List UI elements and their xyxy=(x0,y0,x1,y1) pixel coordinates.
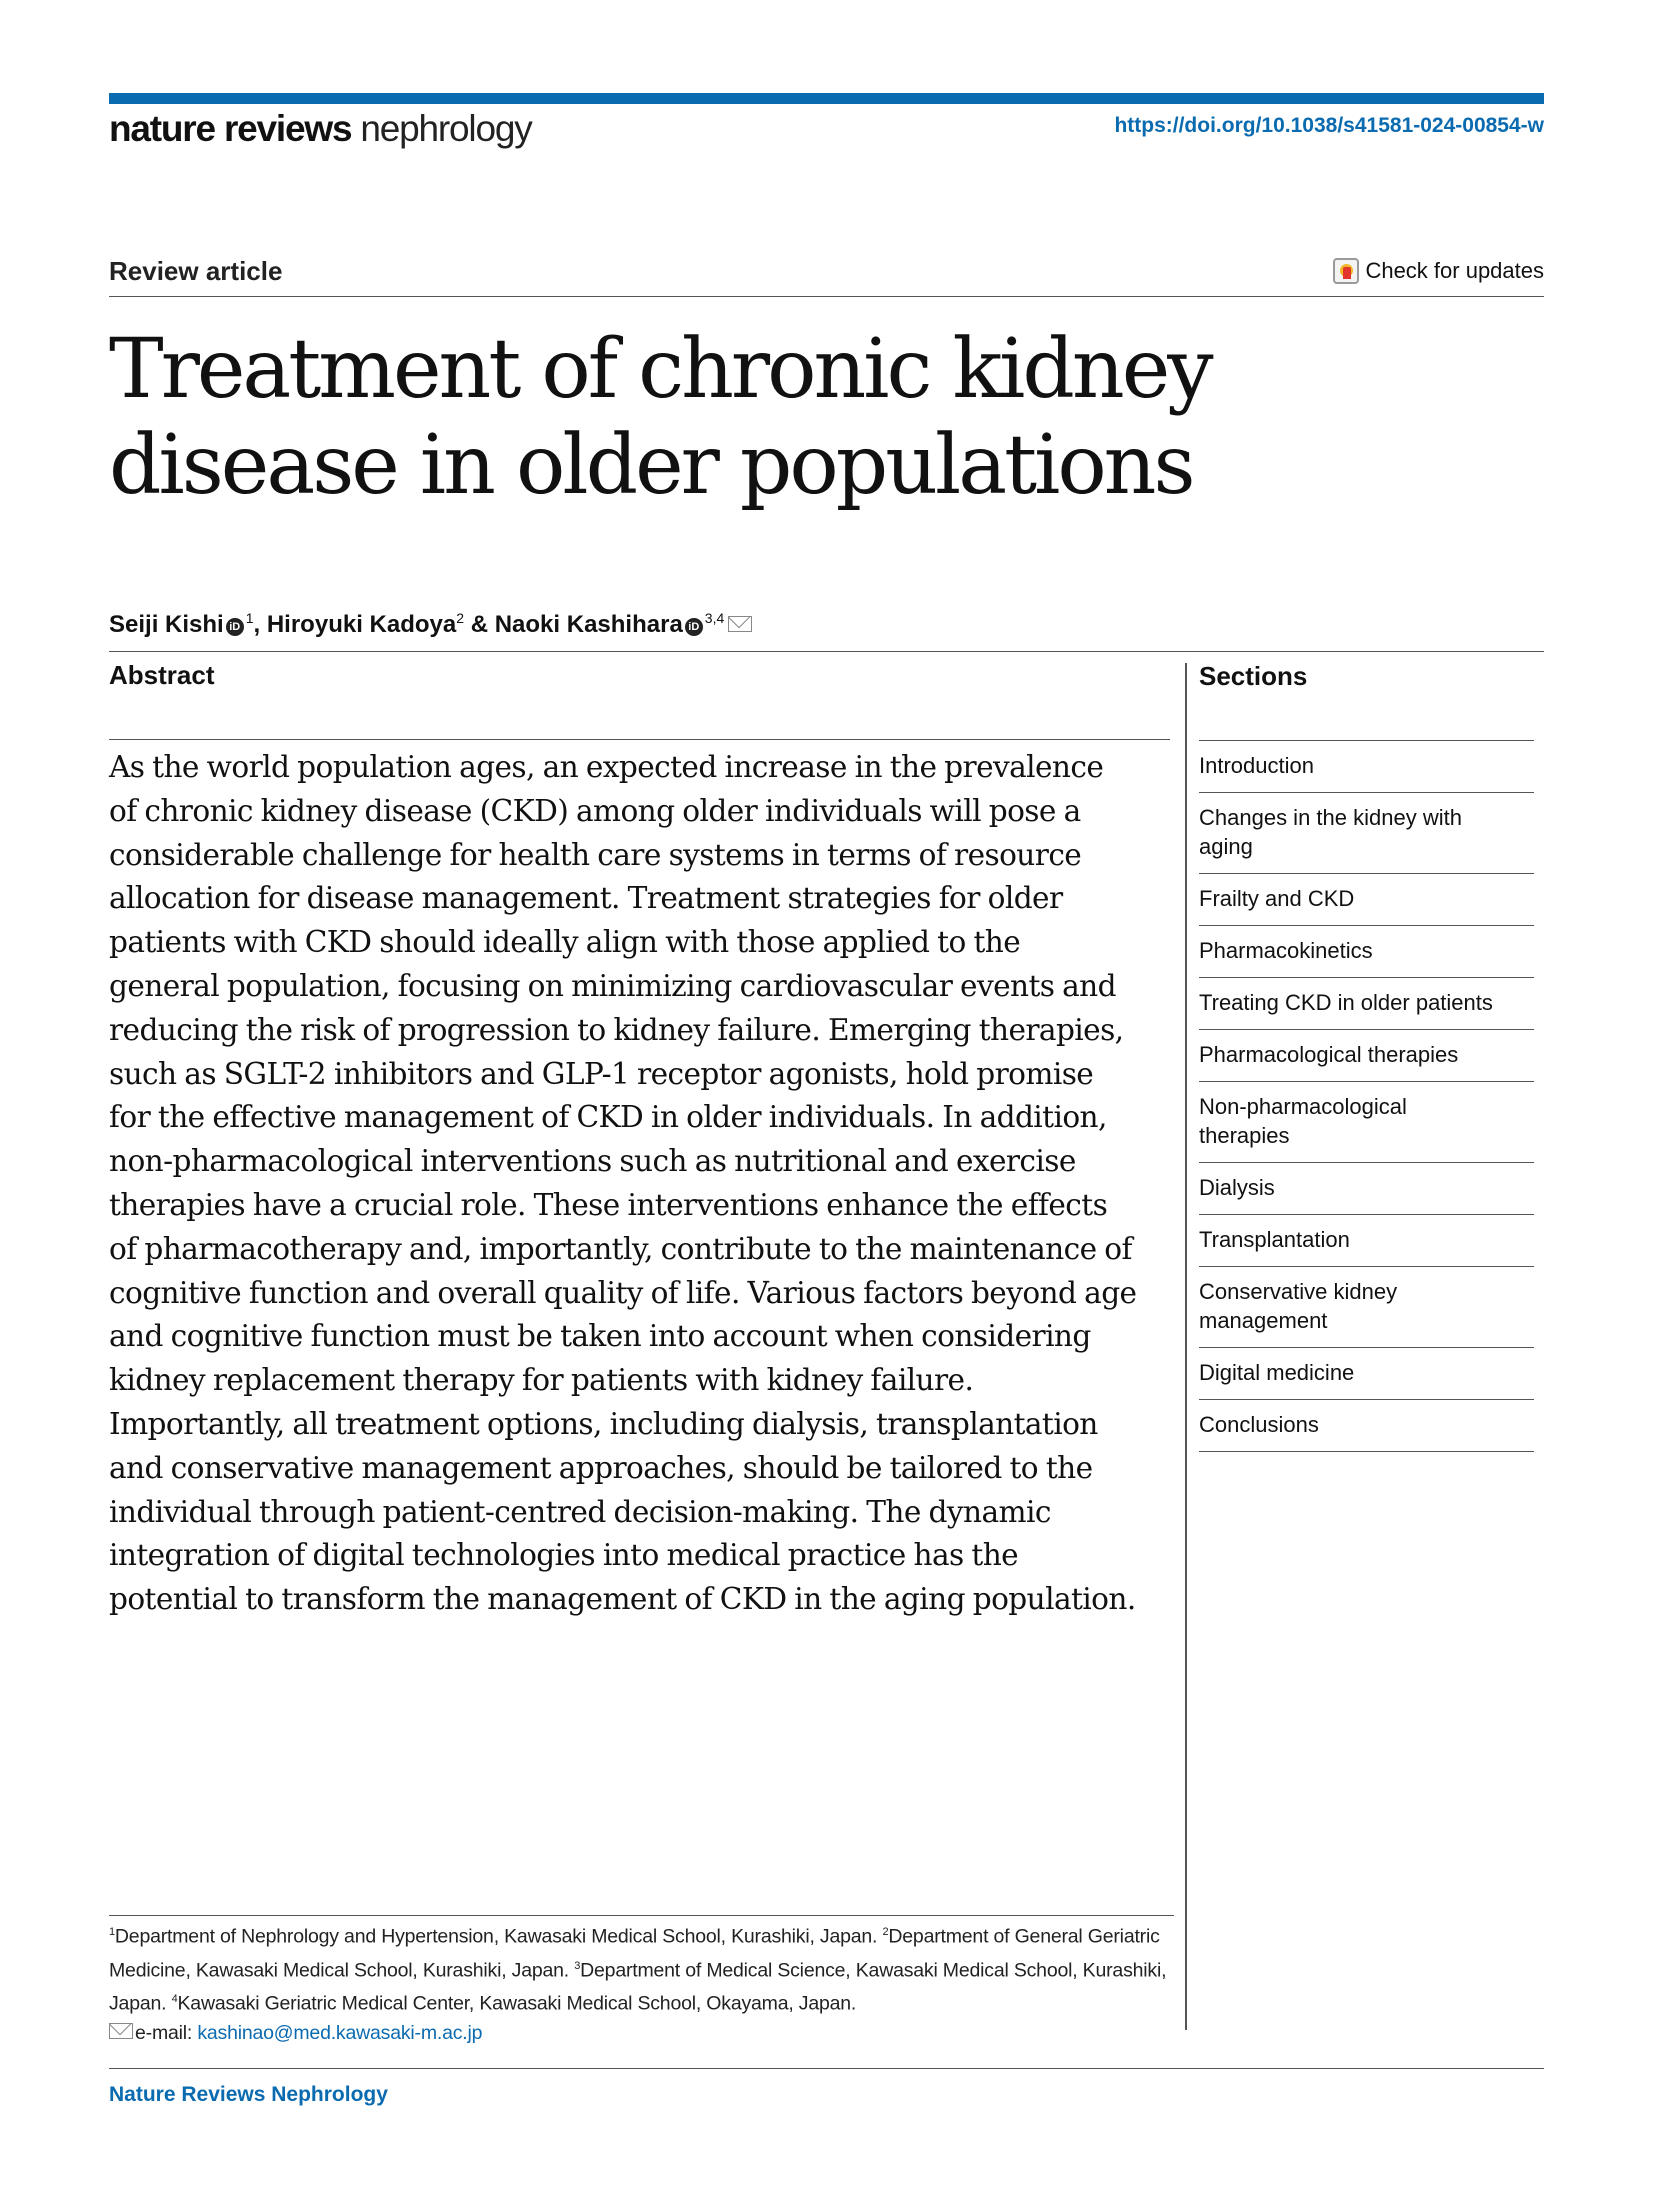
abstract-line: of chronic kidney disease (CKD) among older individuals will pose a xyxy=(109,793,1081,828)
abstract-line: therapies have a crucial role. These interventions enhance the effects xyxy=(109,1187,1108,1222)
section-link-label: Digital medicine xyxy=(1199,1360,1355,1385)
abstract-line: and conservative management approaches, should be tailored to the xyxy=(109,1450,1093,1485)
journal-logo[interactable] xyxy=(109,108,532,150)
doi-link[interactable]: https://doi.org/10.1038/s41581-024-00854-w xyxy=(1114,114,1544,137)
logo-bold: nature reviews xyxy=(109,108,352,149)
abstract-line: considerable challenge for health care systems in terms of resource xyxy=(109,837,1082,872)
section-link[interactable] xyxy=(1199,1082,1534,1163)
sections-heading: Sections xyxy=(1199,661,1308,691)
section-link-label: therapies xyxy=(1199,1123,1290,1148)
abstract-line: non-pharmacological interventions such as nutritional and exercise xyxy=(109,1144,1076,1179)
author-affiliation: 2 xyxy=(456,610,465,626)
envelope-icon xyxy=(109,2023,133,2039)
section-link[interactable] xyxy=(1199,1348,1534,1400)
author-separator: & xyxy=(470,611,489,638)
logo-light: nephrology xyxy=(360,108,532,149)
section-link[interactable] xyxy=(1199,1163,1534,1215)
check-updates-label: Check for updates xyxy=(1365,258,1544,283)
affiliation-text: Department of Medical Science, Kawasaki Medical School, Kurashiki, Japan. xyxy=(109,1959,1167,2015)
section-link[interactable] xyxy=(1199,793,1534,874)
abstract-line: general population, focusing on minimizing cardiovascular events and xyxy=(109,968,1116,1003)
footer-divider xyxy=(109,2068,1544,2069)
section-link-label: Treating CKD in older patients xyxy=(1199,990,1493,1015)
article-title xyxy=(109,322,1409,514)
abstract-heading: Abstract xyxy=(109,660,215,690)
section-link-label: Transplantation xyxy=(1199,1227,1350,1252)
sections-nav xyxy=(1199,740,1534,1452)
check-updates-button[interactable] xyxy=(1333,258,1544,284)
abstract-line: allocation for disease management. Treatment strategies for older xyxy=(109,881,1063,916)
author-affiliation: 3,4 xyxy=(704,610,725,626)
abstract-line: for the effective management of CKD in older individuals. In addition, xyxy=(109,1100,1107,1135)
abstract-divider xyxy=(109,739,1170,740)
orcid-icon[interactable]: iD xyxy=(685,618,703,636)
author-separator: , xyxy=(253,611,261,638)
email-link[interactable]: kashinao@med.kawasaki-m.ac.jp xyxy=(197,2021,483,2044)
abstract-line: of pharmacotherapy and, importantly, contribute to the maintenance of xyxy=(109,1231,1132,1266)
column-divider xyxy=(1185,663,1187,2030)
article-type: Review article xyxy=(109,256,283,286)
top-accent-bar xyxy=(109,93,1544,104)
abstract-text xyxy=(109,746,1189,1622)
title-line: Treatment of chronic kidney xyxy=(109,322,1211,417)
affiliation-number: 2 xyxy=(882,1926,889,1938)
section-link-label: Frailty and CKD xyxy=(1199,886,1355,911)
section-link[interactable] xyxy=(1199,978,1534,1030)
section-link-label: aging xyxy=(1199,834,1253,859)
abstract-line: and cognitive function must be taken into account when considering xyxy=(109,1319,1091,1354)
section-link-label: Introduction xyxy=(1199,753,1314,778)
abstract-line: patients with CKD should ideally align with those applied to the xyxy=(109,925,1021,960)
section-link-label: Non-pharmacological xyxy=(1199,1094,1407,1119)
section-link[interactable] xyxy=(1199,874,1534,926)
header-divider xyxy=(109,296,1544,297)
abstract-line: potential to transform the management of CKD in the aging population. xyxy=(109,1582,1136,1617)
section-link-label: Pharmacological therapies xyxy=(1199,1042,1459,1067)
section-link-label: Changes in the kidney with xyxy=(1199,805,1462,830)
abstract-line: integration of digital technologies into medical practice has the xyxy=(109,1538,1019,1573)
affiliation-number: 4 xyxy=(171,1993,178,2005)
abstract-line: reducing the risk of progression to kidney failure. Emerging therapies, xyxy=(109,1012,1124,1047)
affiliation-number: 1 xyxy=(109,1926,115,1938)
abstract-line: As the world population ages, an expected increase in the prevalence xyxy=(109,750,1104,784)
abstract-line: Importantly, all treatment options, including dialysis, transplantation xyxy=(109,1406,1098,1441)
section-link[interactable] xyxy=(1199,741,1534,793)
affiliation-text: Department of Nephrology and Hypertension, Kawasaki Medical School, Kurashiki, Japan. xyxy=(114,1925,883,1948)
title-line: disease in older populations xyxy=(109,418,1193,513)
affiliations xyxy=(109,1918,1184,2048)
abstract-line: individual through patient-centred decision-making. The dynamic xyxy=(109,1494,1051,1529)
affiliation-text: Kawasaki Geriatric Medical Center, Kawasaki Medical School, Okayama, Japan. xyxy=(177,1992,857,2015)
section-link[interactable] xyxy=(1199,1030,1534,1082)
section-link-label: Dialysis xyxy=(1199,1175,1275,1200)
author-affiliation: 1 xyxy=(245,610,254,626)
email-label: e-mail: xyxy=(135,2021,198,2044)
author-name[interactable]: Hiroyuki Kadoya xyxy=(266,611,457,638)
author-list xyxy=(109,610,752,639)
orcid-icon[interactable]: iD xyxy=(226,618,244,636)
section-link[interactable] xyxy=(1199,1400,1534,1452)
section-link-label: Conclusions xyxy=(1199,1412,1319,1437)
section-link[interactable] xyxy=(1199,926,1534,978)
section-link-label: Pharmacokinetics xyxy=(1199,938,1373,963)
journal-footer[interactable]: Nature Reviews Nephrology xyxy=(109,2083,388,2106)
section-link-label: Conservative kidney xyxy=(1199,1279,1398,1304)
author-name[interactable]: Seiji Kishi xyxy=(109,611,224,638)
section-link-label: management xyxy=(1199,1308,1328,1333)
abstract-line: such as SGLT-2 inhibitors and GLP-1 receptor agonists, hold promise xyxy=(109,1056,1094,1091)
section-link[interactable] xyxy=(1199,1215,1534,1267)
author-name[interactable]: Naoki Kashihara xyxy=(494,611,683,638)
affiliation-text: Department of General Geriatric Medicine, Kawasaki Medical School, Kurashiki, Japan. xyxy=(109,1925,1160,1981)
affiliation-number: 3 xyxy=(574,1959,581,1972)
crossmark-icon xyxy=(1333,258,1359,284)
section-link[interactable] xyxy=(1199,1267,1534,1348)
abstract-line: cognitive function and overall quality of life. Various factors beyond age xyxy=(109,1275,1137,1310)
envelope-icon[interactable] xyxy=(728,616,752,632)
abstract-line: kidney replacement therapy for patients with kidney failure. xyxy=(109,1363,974,1398)
authors-divider xyxy=(109,651,1544,652)
footnote-divider xyxy=(109,1915,1174,1916)
